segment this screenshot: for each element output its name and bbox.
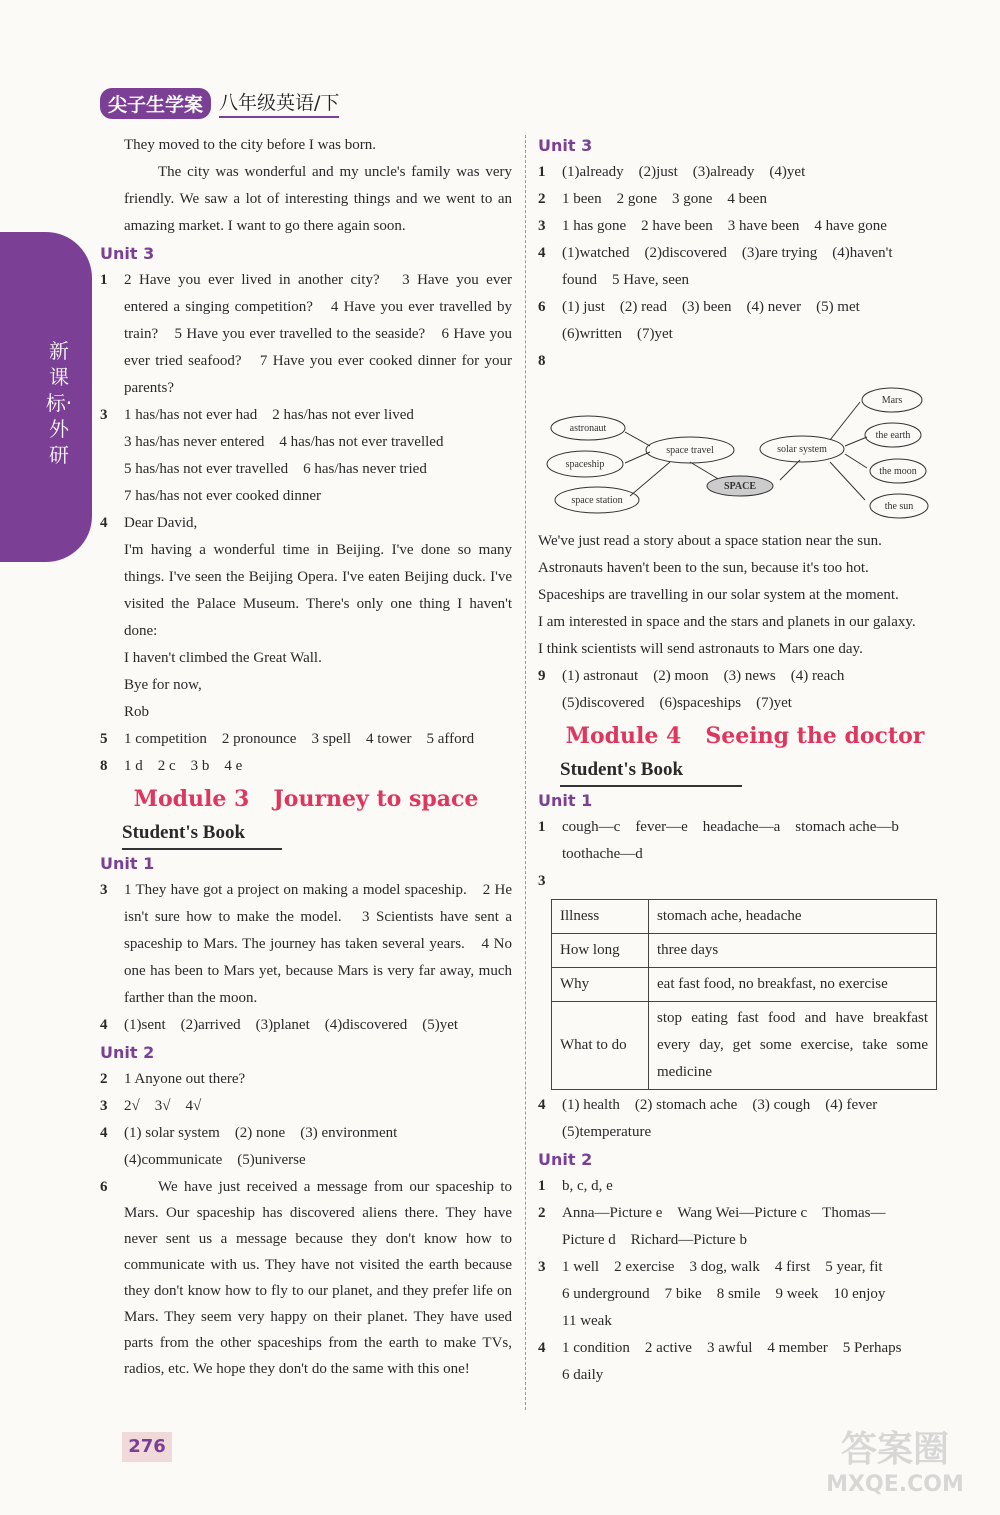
mindmap-label: solar system [777,444,827,455]
exercise-item: 2 1 been 2 gone 3 gone 4 been [538,191,767,207]
exercise-item: 3 1 well 2 exercise 3 dog, walk 4 first 5 year, fit 6 underground 7 bike 8 smile 9 week 10 enjoy 11 weak [538,1259,886,1329]
mindmap-label: the sun [884,501,914,512]
exercise-item: 8 1 d 2 c 3 b 4 e [100,758,243,774]
answer-text: They moved to the city before I was born. [124,137,377,153]
left-column [100,132,512,1382]
unit-heading: Unit 2 [100,1043,155,1062]
mindmap-link [780,460,800,480]
mindmap-label: space travel [666,445,714,456]
side-tab-label: 新课标·外研 [45,339,73,467]
mindmap-link [625,432,650,446]
exercise-item: 1 2 Have you ever lived in another city? 3 Have you ever entered a singing competition? 4 Have you ever travelled by train? 5 Have you ever travelled to the seaside? 6 Have you ever tried seafood? 7 Have you ever cooked dinner for your parents? [100,272,512,396]
space-mindmap [545,380,940,530]
mindmap-link [690,462,720,480]
exercise-item: 1 cough—c fever—e headache—a stomach ache—b toothache—d [538,819,899,862]
exercise-item: 3 [538,873,546,889]
page-number: 276 [122,1432,172,1462]
answer-text: The city was wonderful and my uncle's family was very friendly. We saw a lot of interesting things and we went to an amazing market. I want to go there again soon. [124,164,512,234]
students-book-heading: Student's Book [122,818,282,850]
watermark-en: MXQE.COM [826,1472,964,1497]
exercise-item: 3 1 They have got a project on making a model spaceship. 2 He isn't sure how to make the model. 3 Scientists have sent a spaceship to Mars. The journey has taken several years. 4 No one has been to Mars yet, because Mars is very far away, much farther than the moon. [100,882,512,1006]
mindmap-label: the earth [875,430,911,441]
mindmap-link [830,402,860,440]
exercise-item: 1 (1)already (2)just (3)already (4)yet [538,164,806,180]
right-column [538,132,952,1389]
unit-heading: Unit 1 [100,854,155,873]
mindmap-link [630,462,670,496]
exercise-item: 6 We have just received a message from our spaceship to Mars. Our spaceship has discovered aliens there. They have never sent us a message because they don't know how to communicate with us. They have not visited the earth because they don't know how to fly to our planet, and they prefer life on Mars. They seem very happy on their planet. They have used parts from the other spaceships from the earth to make TVs, radios, etc. We hope they don't do the same with this one! [100,1179,512,1377]
column-divider [525,135,526,1410]
module-heading: Module 4 Seeing the doctor [565,723,925,749]
mindmap-label: the moon [879,466,917,477]
book-title: 八年级英语/下 [219,88,339,118]
exercise-item: 2 Anna—Picture e Wang Wei—Picture c Thomas— Picture d Richard—Picture b [538,1205,886,1248]
exercise-item: 6 (1) just (2) read (3) been (4) never (5) met (6)written (7)yet [538,299,860,342]
mindmap-link [845,454,867,468]
table-row: How long three days [552,934,937,968]
mindmap-sentences: We've just read a story about a space station near the sun. Astronauts haven't been to the sun, because it's too hot. Spaceships are travelling in our solar system at the moment. I am interested in space and the stars and planets in our galaxy. I think scientists will send astronauts to Mars one day. [538,533,916,657]
mindmap-label: SPACE [723,481,757,492]
unit-heading: Unit 1 [538,791,593,810]
exercise-item: 4 Dear David, I'm having a wonderful time in Beijing. I've done so many things. I've seen the Beijing Opera. I've eaten Beijing duck. I've visited the Palace Museum. There's only one thing I haven't done: I haven't climbed the Great Wall. Bye for now, Rob [100,515,512,720]
mindmap-label: Mars [881,395,903,406]
exercise-item: 4 (1)sent (2)arrived (3)planet (4)discovered (5)yet [100,1017,459,1033]
exercise-item: 9 (1) astronaut (2) moon (3) news (4) reach (5)discovered (6)spaceships (7)yet [538,668,845,711]
exercise-item: 3 1 has gone 2 have been 3 have been 4 have gone [538,218,887,234]
module-heading: Module 3 Journey to space [133,786,479,812]
unit-heading: Unit 3 [538,136,593,155]
exercise-item: 8 [538,353,546,369]
mindmap-link [830,462,865,500]
table-row: Illness stomach ache, headache [552,900,937,934]
illness-table [551,899,937,1090]
table-row: Why eat fast food, no breakfast, no exercise [552,968,937,1002]
unit-heading: Unit 3 [100,244,155,263]
watermark [815,1428,975,1508]
mindmap-label: spaceship [565,459,605,470]
watermark-cn: 答案圈 [840,1429,949,1470]
mindmap-link [625,452,650,463]
table-row: What to do stop eating fast food and have breakfast every day, get some exercise, take some medicine [552,1002,937,1090]
exercise-item: 2 1 Anyone out there? [100,1071,246,1087]
page-header [100,88,339,118]
exercise-item: 4 (1)watched (2)discovered (3)are trying (4)haven't found 5 Have, seen [538,245,893,288]
exercise-item: 1 b, c, d, e [538,1178,613,1194]
exercise-item: 3 2√ 3√ 4√ [100,1098,202,1114]
exercise-item: 4 1 condition 2 active 3 awful 4 member 5 Perhaps 6 daily [538,1340,902,1383]
brand-badge: 尖子生学案 [100,88,211,119]
mindmap-label: space station [571,495,623,506]
exercise-item: 3 1 has/has not ever had 2 has/has not ever lived 3 has/has never entered 4 has/has not ever travelled 5 has/has not ever travelled 6 has/has never tried 7 has/has not ever cooked dinner [100,407,444,504]
mindmap-link [845,437,867,446]
exercise-item: 5 1 competition 2 pronounce 3 spell 4 tower 5 afford [100,731,475,747]
students-book-heading: Student's Book [560,755,742,787]
exercise-item: 4 (1) solar system (2) none (3) environment (4)communicate (5)universe [100,1125,398,1168]
mindmap-label: astronaut [569,423,607,434]
unit-heading: Unit 2 [538,1150,593,1169]
exercise-item: 4 (1) health (2) stomach ache (3) cough (4) fever (5)temperature [538,1097,878,1140]
